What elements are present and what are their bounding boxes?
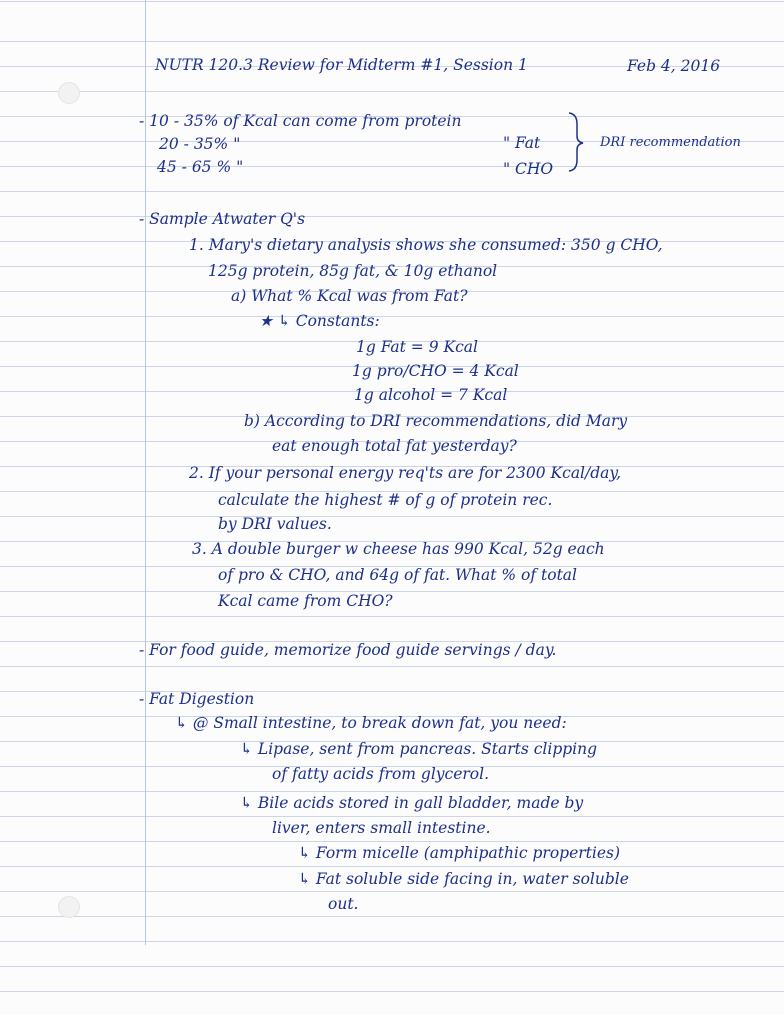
punch-hole-top bbox=[58, 82, 80, 104]
q3-line3: Kcal came from CHO? bbox=[218, 592, 393, 610]
dri-cho-range: 45 - 65 % " bbox=[157, 158, 244, 176]
q1-part-b-line2: eat enough total fat yesterday? bbox=[272, 437, 517, 455]
constant-pro-cho: 1g pro/CHO = 4 Kcal bbox=[352, 362, 519, 380]
q1-part-a: a) What % Kcal was from Fat? bbox=[231, 287, 468, 305]
q1-part-b-line1: b) According to DRI recommendations, did Mary bbox=[244, 412, 628, 430]
q1-line1: 1. Mary's dietary analysis shows she consumed: 350 g CHO, bbox=[189, 236, 663, 254]
q3-line2: of pro & CHO, and 64g of fat. What % of total bbox=[218, 566, 577, 584]
dri-fat-range: 20 - 35% " bbox=[159, 135, 241, 153]
q1-line2: 125g protein, 85g fat, & 10g ethanol bbox=[208, 262, 498, 280]
bile-line2: liver, enters small intestine. bbox=[272, 819, 491, 837]
margin-line bbox=[145, 0, 146, 945]
fat-soluble-line1: ↳ Fat soluble side facing in, water soluble bbox=[298, 870, 629, 888]
q3-line1: 3. A double burger w cheese has 990 Kcal, 52g each bbox=[192, 540, 605, 558]
food-guide-note: - For food guide, memorize food guide servings / day. bbox=[139, 641, 557, 659]
dri-protein-line: - 10 - 35% of Kcal can come from protein bbox=[139, 112, 462, 130]
constant-fat: 1g Fat = 9 Kcal bbox=[356, 338, 478, 356]
constant-alcohol: 1g alcohol = 7 Kcal bbox=[354, 386, 508, 404]
course-title: NUTR 120.3 Review for Midterm #1, Session 1 bbox=[155, 56, 528, 74]
punch-hole-bottom bbox=[58, 896, 80, 918]
header-date: Feb 4, 2016 bbox=[627, 57, 721, 75]
micelle-line: ↳ Form micelle (amphipathic properties) bbox=[298, 844, 621, 862]
sample-heading: - Sample Atwater Q's bbox=[139, 210, 306, 228]
dri-cho-nutrient: " CHO bbox=[503, 160, 554, 178]
bile-line1: ↳ Bile acids stored in gall bladder, made by bbox=[240, 794, 584, 812]
lipase-line1: ↳ Lipase, sent from pancreas. Starts clipping bbox=[240, 740, 598, 758]
dri-brace bbox=[566, 112, 584, 172]
fat-digestion-heading: - Fat Digestion bbox=[139, 690, 255, 708]
q2-line1: 2. If your personal energy req'ts are for 2300 Kcal/day, bbox=[189, 464, 622, 482]
dri-label: DRI recommendation bbox=[600, 135, 741, 150]
lipase-line2: of fatty acids from glycerol. bbox=[272, 765, 490, 783]
q2-line3: by DRI values. bbox=[218, 515, 332, 533]
q2-line2: calculate the highest # of g of protein rec. bbox=[218, 491, 553, 509]
fat-digestion-intro: ↳ @ Small intestine, to break down fat, you need: bbox=[175, 714, 567, 732]
constants-label: ★ ↳ Constants: bbox=[259, 312, 380, 330]
dri-fat-nutrient: " Fat bbox=[503, 134, 541, 152]
fat-soluble-line2: out. bbox=[328, 895, 359, 913]
